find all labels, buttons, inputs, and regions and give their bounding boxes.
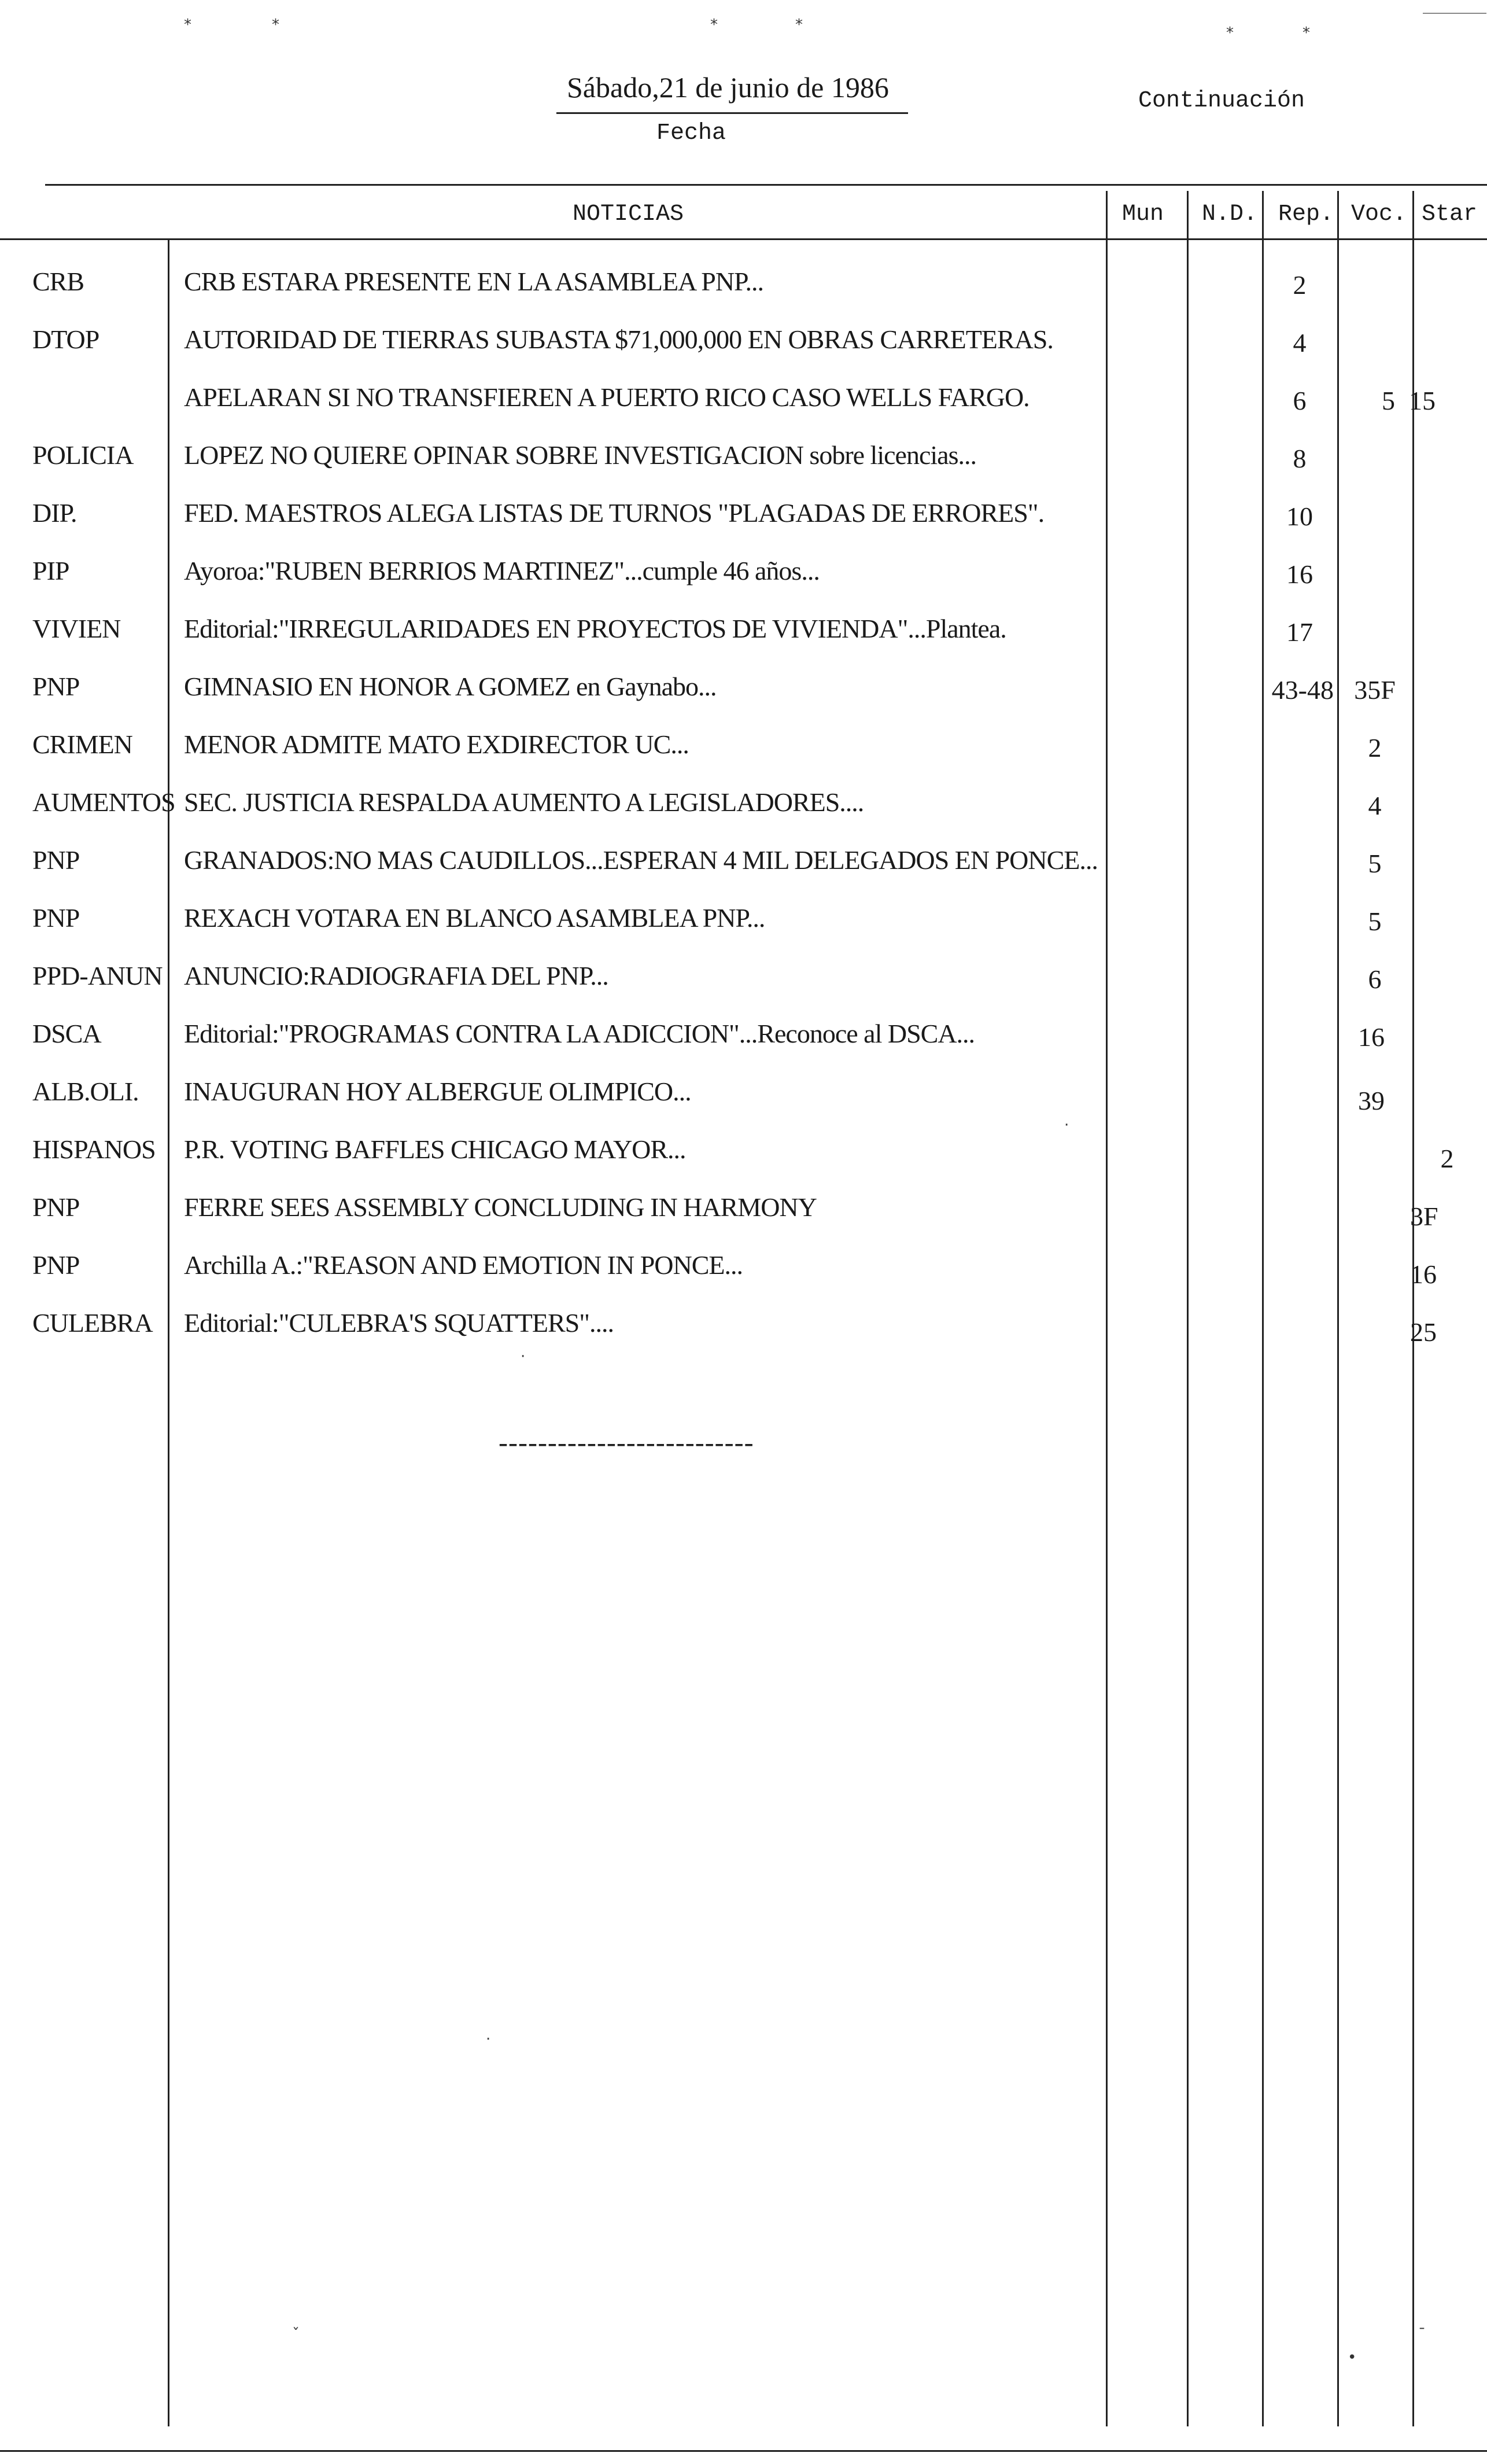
row-headline: FERRE SEES ASSEMBLY CONCLUDING IN HARMONY (184, 1192, 817, 1222)
row-category: VIVIEN (32, 614, 121, 643)
row-headline: SEC. JUSTICIA RESPALDA AUMENTO A LEGISLADORES.... (184, 787, 864, 817)
row-category: AUMENTOS (32, 787, 175, 817)
row-rep: 16 (1286, 559, 1313, 589)
row-headline: Archilla A.:"REASON AND EMOTION IN PONCE... (184, 1250, 743, 1280)
nd-divider (1187, 191, 1189, 2426)
row-rep: 4 (1293, 328, 1307, 358)
voc-divider (1337, 191, 1339, 2426)
row-category: DTOP (32, 325, 99, 354)
row-headline: REXACH VOTARA EN BLANCO ASAMBLEA PNP... (184, 903, 765, 933)
date-label: Fecha (656, 120, 726, 146)
row-headline: Ayoroa:"RUBEN BERRIOS MARTINEZ"...cumple 46 años... (184, 556, 820, 585)
header-mun: Mun (1122, 201, 1164, 227)
row-headline: GRANADOS:NO MAS CAUDILLOS...ESPERAN 4 MIL DELEGADOS EN PONCE... (184, 845, 1098, 875)
row-headline: GIMNASIO EN HONOR A GOMEZ en Gaynabo... (184, 672, 717, 701)
row-voc: 5 (1368, 907, 1382, 936)
scan-speck: * (272, 16, 279, 34)
row-category: DSCA (32, 1019, 101, 1048)
row-category: HISPANOS (32, 1135, 156, 1164)
row-category: CRIMEN (32, 730, 132, 759)
page-date: Sábado,21 de junio de 1986 (567, 71, 889, 104)
category-divider (168, 238, 169, 2426)
star-divider (1412, 191, 1414, 2426)
row-category: PNP (32, 845, 80, 875)
scan-speck: * (1226, 24, 1234, 42)
header-noticias: NOTICIAS (573, 201, 684, 227)
row-voc: 39 (1358, 1086, 1385, 1115)
row-category: CRB (32, 267, 84, 296)
row-rep: 17 (1286, 617, 1313, 647)
row-star: 16 (1410, 1259, 1437, 1289)
row-voc: 5 (1368, 849, 1382, 878)
row-category: POLICIA (32, 440, 134, 470)
row-headline: LOPEZ NO QUIERE OPINAR SOBRE INVESTIGACION sobre licencias... (184, 440, 976, 470)
row-voc: 6 (1368, 964, 1382, 994)
table-top-rule (45, 184, 1487, 186)
scan-speck: * (710, 16, 718, 34)
row-headline: P.R. VOTING BAFFLES CHICAGO MAYOR... (184, 1135, 686, 1164)
continuation-label: Continuación (1138, 88, 1305, 114)
row-rep: 8 (1293, 444, 1307, 473)
row-category: PNP (32, 1250, 80, 1280)
row-star: 15 (1409, 386, 1436, 415)
row-headline: APELARAN SI NO TRANSFIEREN A PUERTO RICO CASO WELLS FARGO. (184, 382, 1030, 412)
scan-speck: · (521, 1348, 526, 1365)
row-star: 2 (1440, 1144, 1454, 1173)
row-star: 25 (1410, 1317, 1437, 1347)
row-rep: 43-48 (1271, 675, 1334, 705)
header-voc: Voc. (1351, 201, 1407, 227)
row-rep: 6 (1293, 386, 1307, 415)
row-star: 3F (1410, 1202, 1438, 1231)
row-rep: 10 (1286, 502, 1313, 531)
scan-mark (1423, 13, 1486, 14)
row-category: ALB.OLI. (32, 1077, 139, 1106)
scan-speck: * (184, 16, 191, 34)
date-underline (556, 112, 908, 114)
row-category: CULEBRA (32, 1308, 153, 1338)
row-headline: MENOR ADMITE MATO EXDIRECTOR UC... (184, 730, 689, 759)
header-star: Star (1422, 201, 1478, 227)
row-headline: FED. MAESTROS ALEGA LISTAS DE TURNOS "PLAGADAS DE ERRORES". (184, 498, 1045, 528)
row-headline: AUTORIDAD DE TIERRAS SUBASTA $71,000,000 EN OBRAS CARRETERAS. (184, 325, 1053, 354)
row-voc: 4 (1368, 791, 1382, 820)
scan-speck: * (795, 16, 803, 34)
row-category: DIP. (32, 498, 77, 528)
header-rep: Rep. (1278, 201, 1334, 227)
row-voc: 5 (1382, 386, 1395, 415)
mun-divider (1106, 191, 1108, 2426)
row-headline: Editorial:"IRREGULARIDADES EN PROYECTOS DE VIVIENDA"...Plantea. (184, 614, 1006, 643)
row-headline: INAUGURAN HOY ALBERGUE OLIMPICO... (184, 1077, 691, 1106)
scan-speck: • (1348, 2349, 1357, 2366)
scan-speck: · (486, 2031, 491, 2048)
row-voc: 35F (1354, 675, 1396, 705)
scan-speck: ˇ (292, 2326, 300, 2343)
row-category: PPD-ANUN (32, 961, 163, 990)
row-category: PNP (32, 903, 80, 933)
table-header-rule (0, 238, 1487, 240)
row-category: PNP (32, 1192, 80, 1222)
row-headline: Editorial:"CULEBRA'S SQUATTERS".... (184, 1308, 614, 1338)
table-bottom-rule (0, 2450, 1487, 2452)
row-headline: CRB ESTARA PRESENTE EN LA ASAMBLEA PNP... (184, 267, 764, 296)
row-headline: ANUNCIO:RADIOGRAFIA DEL PNP... (184, 961, 608, 990)
scan-speck: ˉ (1418, 2326, 1426, 2343)
end-separator: -------------------------- (499, 1427, 754, 1458)
row-voc: 16 (1358, 1022, 1385, 1052)
header-nd: N.D. (1202, 201, 1258, 227)
row-rep: 2 (1293, 270, 1307, 300)
row-category: PNP (32, 672, 80, 701)
scan-speck: * (1302, 24, 1310, 42)
row-voc: 2 (1368, 733, 1382, 763)
scan-speck: · (1064, 1117, 1069, 1134)
row-headline: Editorial:"PROGRAMAS CONTRA LA ADICCION"...Reconoce al DSCA... (184, 1019, 975, 1048)
row-category: PIP (32, 556, 69, 585)
